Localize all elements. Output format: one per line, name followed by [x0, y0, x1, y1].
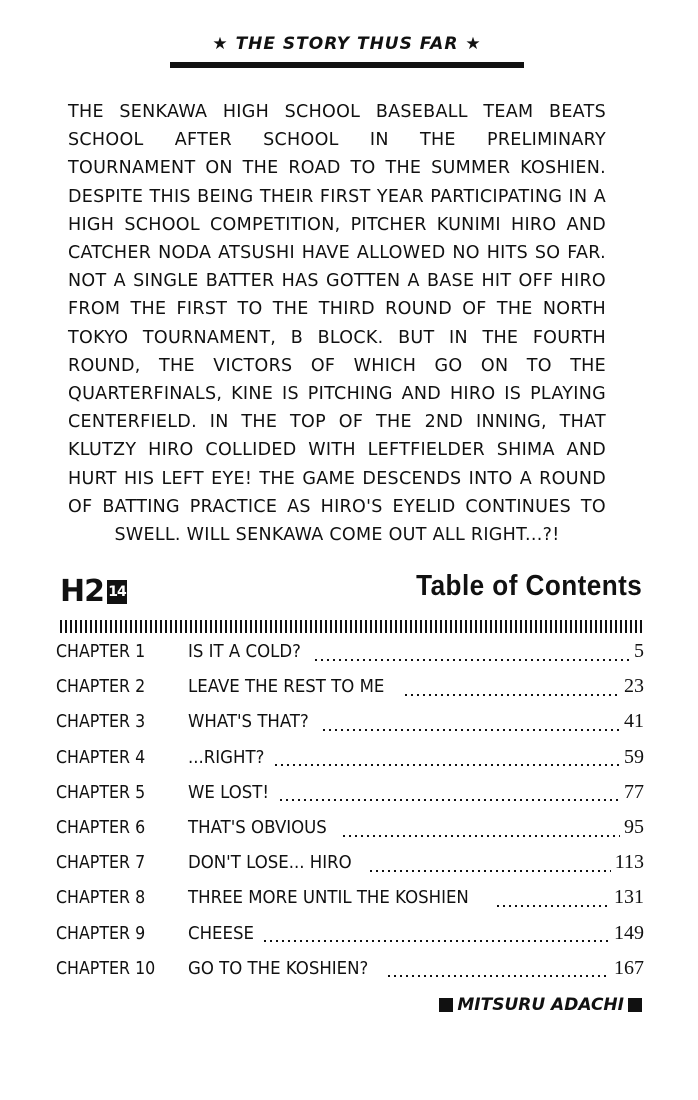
volume-badge: 14: [107, 580, 127, 604]
author-name: MITSURU ADACHI: [457, 995, 624, 1015]
chapter-page: 23: [624, 675, 644, 698]
chapter-number: CHAPTER 10: [56, 957, 156, 979]
table-of-contents: [56, 640, 644, 992]
chapter-number: CHAPTER 1: [56, 641, 146, 662]
toc-row: [56, 640, 644, 675]
series-name: H2: [60, 574, 104, 609]
toc-row: [56, 851, 644, 886]
story-header: ★ THE STORY THUS FAR ★: [212, 34, 482, 54]
toc-row: [56, 675, 644, 710]
dot-leader: [280, 799, 620, 801]
chapter-title: GO TO THE KOSHIEN?: [188, 957, 369, 979]
toc-row: [56, 781, 644, 816]
toc-row: [56, 922, 644, 957]
toc-row: [56, 957, 644, 992]
chapter-page: 95: [624, 815, 644, 838]
toc-row: [56, 816, 644, 851]
chapter-number: CHAPTER 2: [56, 676, 146, 698]
dot-leader: [264, 940, 610, 942]
chapter-title: WHAT'S THAT?: [188, 711, 309, 733]
toc-row: [56, 710, 644, 745]
chapter-page: 131: [614, 886, 644, 909]
chapter-page: 41: [624, 710, 644, 733]
toc-row: [56, 746, 644, 781]
dot-leader: [275, 764, 620, 766]
dot-leader: [315, 659, 630, 661]
chapter-number: CHAPTER 7: [56, 852, 146, 874]
chapter-page: 77: [624, 780, 644, 803]
author-credit: [439, 995, 642, 1015]
chapter-number: CHAPTER 5: [56, 781, 146, 803]
chapter-page: 113: [614, 851, 644, 874]
header-rule: [170, 62, 524, 68]
chapter-page: 5: [634, 640, 644, 662]
chapter-number: CHAPTER 9: [56, 922, 146, 944]
chapter-number: CHAPTER 4: [56, 746, 146, 768]
dot-leader: [388, 975, 610, 977]
dot-leader: [405, 694, 620, 696]
square-icon: [628, 998, 642, 1012]
story-summary: THE SENKAWA HIGH SCHOOL BASEBALL TEAM BEATS SCHOOL AFTER SCHOOL IN THE PRELIMINARY TOURNAMENT ON THE ROAD TO THE SUMMER KOSHIEN. DESPITE THIS BEING THEIR FIRST YEAR PARTICIPATING IN A HIGH SCHOOL COMPETITION, PITCHER KUNIMI HIRO AND CATCHER NODA ATSUSHI HAVE ALLOWED NO HITS SO FAR. NOT A SINGLE BATTER HAS GOTTEN A BASE HIT OFF HIRO FROM THE FIRST TO THE THIRD ROUND OF THE NORTH TOKYO TOURNAMENT, B BLOCK. BUT IN THE FOURTH ROUND, THE VICTORS OF WHICH GO ON TO THE QUARTERFINALS, KINE IS PITCHING AND HIRO IS PLAYING CENTERFIELD. IN THE TOP OF THE 2ND INNING, THAT KLUTZY HIRO COLLIDED WITH LEFTFIELDER SHIMA AND HURT HIS LEFT EYE! THE GAME DESCENDS INTO A ROUND OF BATTING PRACTICE AS HIRO'S EYELID CONTINUES TO SWELL. WILL SENKAWA COME OUT ALL RIGHT...?!: [68, 102, 606, 546]
toc-row: [56, 886, 644, 921]
toc-title: Table of Contents: [415, 570, 642, 602]
dot-leader: [343, 835, 620, 837]
chapter-number: CHAPTER 8: [56, 887, 146, 909]
dot-leader: [370, 870, 611, 872]
chapter-page: 149: [614, 921, 644, 944]
chapter-title: IS IT A COLD?: [188, 641, 301, 662]
chapter-title: DON'T LOSE... HIRO: [188, 852, 352, 874]
chapter-title: CHEESE: [188, 922, 254, 944]
chapter-title: THREE MORE UNTIL THE KOSHIEN: [188, 887, 469, 909]
series-logo: [60, 574, 127, 609]
tick-divider: [60, 620, 644, 633]
chapter-title: THAT'S OBVIOUS: [188, 816, 327, 838]
chapter-title: ...RIGHT?: [188, 746, 265, 768]
chapter-number: CHAPTER 6: [56, 816, 146, 838]
dot-leader: [497, 905, 610, 907]
chapter-number: CHAPTER 3: [56, 711, 146, 733]
square-icon: [439, 998, 453, 1012]
chapter-title: WE LOST!: [188, 781, 270, 803]
chapter-page: 59: [624, 745, 644, 768]
dot-leader: [323, 729, 620, 731]
chapter-title: LEAVE THE REST TO ME: [188, 676, 385, 698]
chapter-page: 167: [614, 956, 644, 979]
